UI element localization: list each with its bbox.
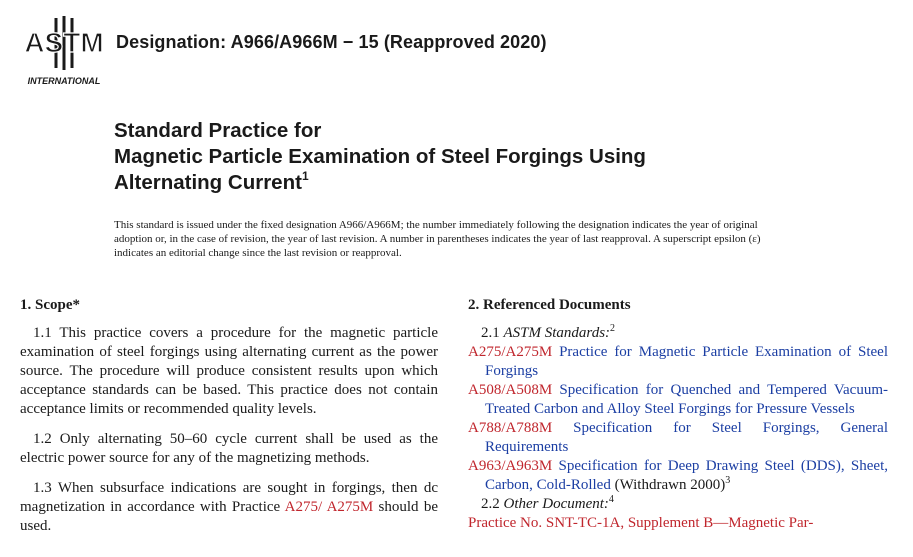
astm-standards-number: 2.1 (481, 325, 504, 341)
title-line-1: Standard Practice for (114, 119, 322, 142)
title-line-3 (114, 170, 646, 196)
scope-paragraph-1-1: 1.1 This practice covers a procedure for the magnetic particle examination of steel forgings using alternating current as the power source. The procedure will produce consistent results upon which acceptance standards can be based. This practice does not contain acceptance limits or recommended quality levels. (20, 325, 438, 417)
issuance-notice: This standard is issued under the fixed designation A966/A966M; the number immediately following the designation indicates the year of original adoption or, in the case of revision, the year of last revision. A number in parentheses indicates the year of last reapproval. A superscript epsilon (ε) indicates an editorial change since the last revision or reapproval. (114, 219, 761, 259)
scope-heading: 1. Scope* (20, 297, 80, 313)
scope-p3-text: 1.3 When subsurface indications are sought in forgings, then dc magnetization in accordance with Practice (20, 480, 438, 515)
reference-title[interactable]: Specification for Quenched and Tempered Vacuum-Treated Carbon and Alloy Steel Forgings for Pressure Vessels (485, 382, 889, 417)
document-title (114, 118, 646, 196)
logo-text: ASTM (24, 27, 104, 58)
scope-p3-link[interactable]: A275/ A275M (284, 499, 374, 515)
other-document-number: 2.2 (481, 496, 504, 512)
referenced-documents-section (468, 296, 888, 533)
other-document-footnote: 4 (608, 494, 614, 505)
reference-title[interactable]: Practice for Magnetic Particle Examination of Steel Forgings (485, 344, 888, 379)
title-footnote-marker: 1 (301, 169, 309, 183)
other-reference-link[interactable]: Practice No. SNT-TC-1A, Supplement B—Magnetic Par- (468, 515, 814, 531)
scope-section (20, 296, 438, 547)
reference-footnote: 3 (725, 475, 731, 486)
reference-code[interactable]: A963/A963M (468, 458, 553, 474)
reference-item[interactable] (468, 457, 888, 495)
reference-code[interactable]: A508/A508M (468, 382, 553, 398)
reference-item[interactable] (468, 381, 888, 419)
scope-p3-tail: should be used. (20, 499, 438, 534)
reference-code[interactable]: A788/A788M (468, 420, 553, 436)
astm-standards-label: ASTM Standards: (503, 325, 611, 341)
other-reference-item[interactable] (468, 514, 888, 533)
other-document-subheading (468, 495, 888, 514)
designation: Designation: A966/A966M − 15 (Reapproved 2020) (116, 32, 547, 52)
astm-logo (22, 12, 106, 88)
astm-standards-footnote: 2 (610, 323, 616, 334)
referenced-heading: 2. Referenced Documents (468, 297, 631, 313)
title-line-2: Magnetic Particle Examination of Steel Forgings Using (114, 145, 646, 168)
astm-standards-subheading (468, 324, 888, 343)
reference-title[interactable]: Specification for Deep Drawing Steel (DDS), Sheet, Carbon, Cold-Rolled (485, 458, 889, 493)
reference-withdrawn-note: (Withdrawn 2000) (610, 477, 726, 493)
reference-item[interactable] (468, 343, 888, 381)
logo-caption: INTERNATIONAL (27, 76, 101, 86)
scope-paragraph-1-3 (20, 479, 438, 536)
other-document-label: Other Document: (503, 496, 609, 512)
reference-code[interactable]: A275/A275M (468, 344, 553, 360)
title-line-3-text: Alternating Current (114, 171, 302, 194)
scope-paragraph-1-2: 1.2 Only alternating 50–60 cycle current shall be used as the electric power source for any of the magnetizing methods. (20, 431, 438, 466)
reference-item[interactable] (468, 419, 888, 457)
reference-title[interactable]: Specification for Steel Forgings, General Requirements (485, 420, 888, 455)
